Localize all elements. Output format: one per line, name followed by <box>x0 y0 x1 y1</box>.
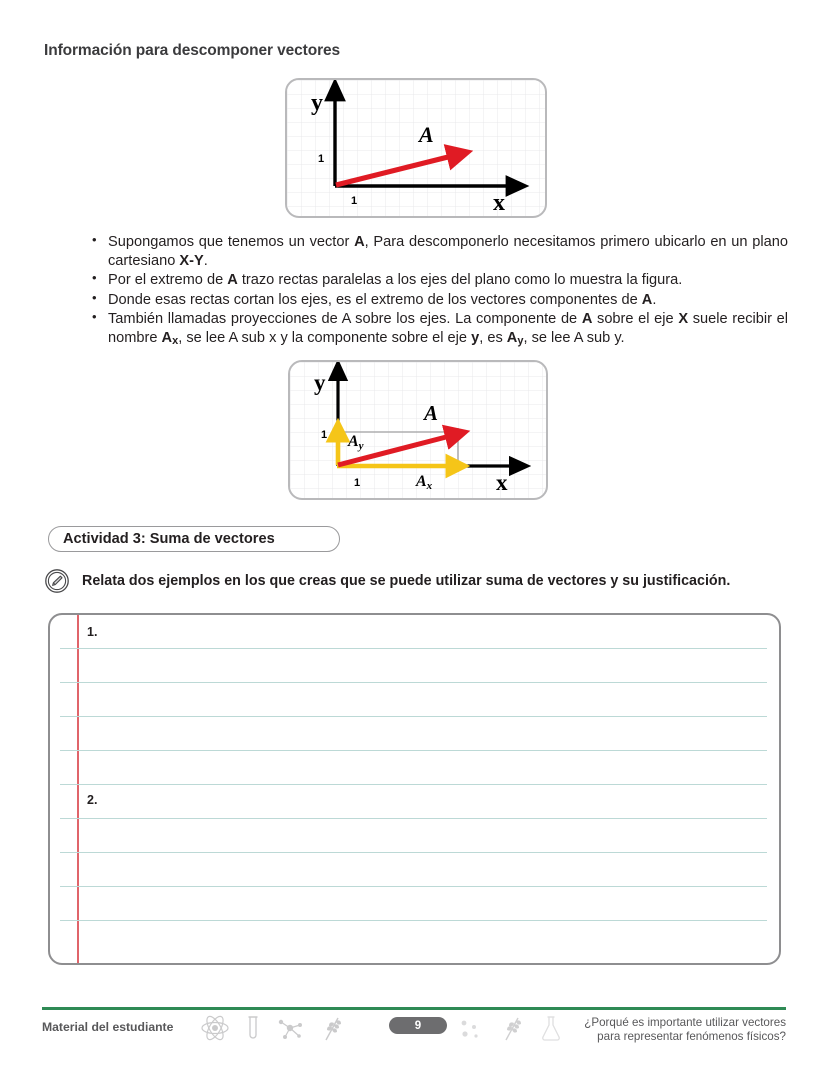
notebook-rule <box>60 852 767 853</box>
bullet-list-items <box>88 233 788 347</box>
footer-divider <box>42 1007 786 1010</box>
notebook-rule <box>60 682 767 683</box>
svg-text:1: 1 <box>351 195 358 207</box>
activity-title-pill <box>48 526 340 552</box>
dots-icon <box>458 1014 484 1047</box>
svg-text:x: x <box>496 470 508 495</box>
instruction-text: Relata dos ejemplos en los que creas que se puede utilizar suma de vectores y su justificación. <box>82 573 731 589</box>
figure-2-svg <box>290 362 546 498</box>
svg-text:A: A <box>419 122 434 147</box>
list-item: • También llamadas proyecciones de A sobre los ejes. La componente de A sobre el eje X suele recibir el nombre Ax, se lee A sub x y la componente sobre el eje y, es Ay, se lee A sub y. <box>88 310 788 347</box>
notebook-rule <box>60 648 767 649</box>
flask-icon <box>540 1014 562 1047</box>
atom-icon <box>200 1014 230 1047</box>
page-footer <box>42 1012 786 1058</box>
footer-question <box>584 1016 786 1045</box>
svg-text:y: y <box>314 370 326 395</box>
list-item: • Supongamos que tenemos un vector A, Para descomponerlo necesitamos primero ubicarlo en un plano cartesiano X-Y. <box>88 233 788 270</box>
svg-text:A: A <box>424 401 439 425</box>
notebook-rule <box>60 716 767 717</box>
notebook-rule <box>60 920 767 921</box>
answer-textarea-box[interactable] <box>48 613 781 965</box>
page-number-badge: 9 <box>389 1017 447 1034</box>
list-item: • Por el extremo de A trazo rectas paralelas a los ejes del plano como lo muestra la figura. <box>88 271 788 290</box>
footer-left-label: Material del estudiante <box>42 1020 174 1034</box>
notebook-rule <box>60 886 767 887</box>
svg-text:Ax: Ax <box>416 473 433 492</box>
leaf-icon <box>320 1014 344 1047</box>
answer-item-1-number: 1. <box>87 625 98 639</box>
footer-decorative-icons-left <box>200 1014 344 1047</box>
footer-question-line-1: ¿Porqué es importante utilizar vectores <box>584 1016 786 1029</box>
figure-vector-components <box>288 360 548 500</box>
pencil-icon <box>44 568 70 594</box>
footer-decorative-icons-right <box>458 1014 562 1047</box>
answer-item-2-number: 2. <box>87 793 98 807</box>
svg-text:1: 1 <box>321 429 328 441</box>
svg-text:Ay: Ay <box>348 433 364 452</box>
svg-text:y: y <box>311 90 323 116</box>
notebook-rule <box>60 784 767 785</box>
list-item: • Donde esas rectas cortan los ejes, es el extremo de los vectores componentes de A. <box>88 291 788 310</box>
activity-title-label: Actividad 3: Suma de vectores <box>63 531 275 547</box>
svg-text:x: x <box>493 190 505 216</box>
page-title: Información para descomponer vectores <box>44 42 341 59</box>
svg-text:1: 1 <box>354 477 361 489</box>
notebook-margin-line <box>77 615 79 963</box>
notebook-rule <box>60 818 767 819</box>
molecule-icon <box>276 1014 304 1047</box>
bullet-list <box>88 233 788 348</box>
footer-question-line-2: para representar fenómenos físicos? <box>597 1030 786 1044</box>
activity-instruction-row <box>44 568 784 594</box>
notebook-rule <box>60 750 767 751</box>
leaf-icon <box>500 1014 524 1047</box>
figure-1-svg <box>287 80 545 216</box>
svg-text:1: 1 <box>318 153 325 165</box>
figure-vector-A <box>285 78 547 218</box>
test-tube-icon <box>246 1014 260 1047</box>
